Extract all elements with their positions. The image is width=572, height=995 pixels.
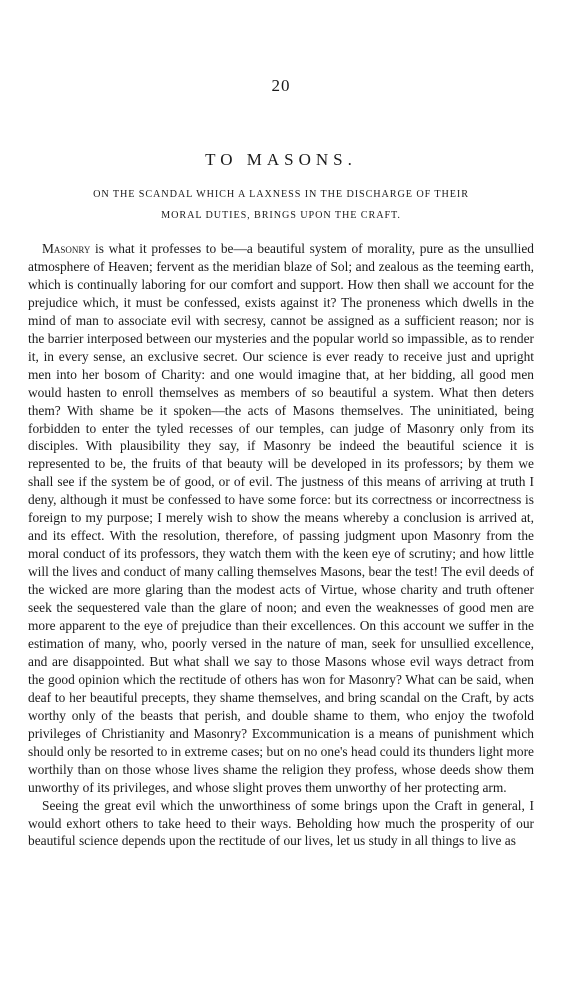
subtitle-line-2: MORAL DUTIES, BRINGS UPON THE CRAFT. xyxy=(161,210,401,221)
subtitle-line-1: ON THE SCANDAL WHICH A LAXNESS IN THE DISCHARGE OF THEIR xyxy=(93,189,469,200)
paragraph-1 xyxy=(28,240,534,797)
paragraph-2: Seeing the great evil which the unworthiness of some brings upon the Craft in general, I would exhort others to take heed to their ways. Beholding how much the prosperity of our beautiful science depends upon the rectitude of our lives, let us study in all things to live as xyxy=(28,797,534,849)
page-number: 20 xyxy=(271,76,291,95)
article-title: TO MASONS. xyxy=(205,150,357,169)
paragraph-1-text: is what it professes to be—a beautiful system of morality, pure as the unsullied atmosphere of Heaven; fervent as the meridian blaze of Sol; and zealous as the teeming earth, which is continually laboring for our comfort and support. How then shall we account for the prejudice which, it must be confessed, exists against it? The proneness which dwells in the mind of man to associate evil with secresy, cannot be assigned as a sufficient reason; nor is the barrier interposed between our mysteries and the popular world so impassible, as to render it, in every sense, an exclusive secret. Our science is ever ready to receive just and upright men into her bosom of Charity: and one would imagine that, at her bidding, all good men would hasten to enroll themselves as members of so beautiful a system. What then deters them? With shame be it spoken—the acts of Masons themselves. The uninitiated, being forbidden to enter the tyled recesses of our temples, can judge of Masonry only from its disciples. With plausibility they say, if Masonry be indeed the beautiful science it is represented to be, the fruits of that beauty will be developed in its professors; by them we shall see if the system be of good, or of evil. The justness of this means of arriving at truth I deny, although it must be confessed to have some force: but its correctness or incorrectness is foreign to my purpose; I merely wish to show the means whereby a conclusion is arrived at, and its effect. With the resolution, therefore, of passing judgment upon Masonry from the moral conduct of its professors, they watch them with the keen eye of scrutiny; and how little will the lives and conduct of many calling themselves Masons, bear the test! The evil deeds of the wicked are more glaring than the modest acts of Virtue, whose charity and truth oftener seek the sequestered vale than the glare of noon; and even the weaknesses of good men are more apparent to the eye of prejudice than their excellences. On this account we suffer in the estimation of many, who, poorly versed in the nature of man, seek for unsullied excellence, and are disappointed. But what shall we say to those Masons whose evil ways detract from the good opinion which the rectitude of others has won for Masonry? What can be said, when deaf to her beautiful precepts, they shame themselves, and bring scandal on the Craft, by acts worthy only of the beasts that perish, and double shame to them, who enjoy the twofold privileges of Christianity and Masonry? Excommunication is a means of punishment which should only be resorted to in extreme cases; but on no one's head could its thunders light more worthily than on those whose lives shame the religion they profess, whose deeds show them unworthy of its privileges, and whose slight proves them unworthy of her protecting arm. xyxy=(28,241,534,795)
article-body xyxy=(28,240,534,850)
article-subtitle xyxy=(28,184,534,226)
paragraph-1-lead-word: Masonry xyxy=(42,241,91,256)
